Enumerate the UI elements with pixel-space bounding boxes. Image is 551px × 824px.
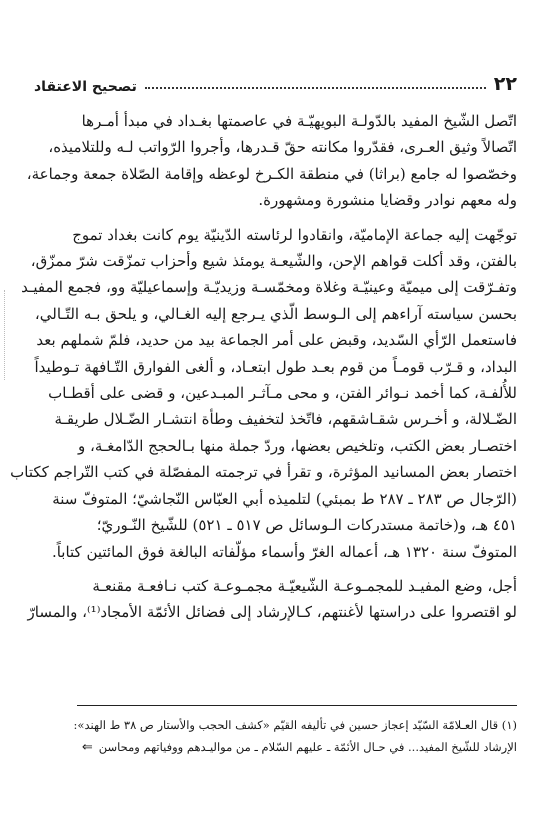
text-line: اختصـار بعض الكتب، وتلخيص بعضها، وردّ جملة منها بـالحجج الدّامغـة، و xyxy=(78,436,517,455)
page-header xyxy=(34,70,517,94)
text-line: وخصّصوا له جامع (براثا) في منطقة الكـرخ لوعظه وإقامة الصّلاة جمعة وجماعة، xyxy=(26,164,517,183)
footnote-separator xyxy=(77,705,517,706)
text-line: المتوفّ سنة ١٣٢٠ هـ، أعماله الغرّ وأسماء مؤلّفاته البالغة فوق المائتين كتاباً. xyxy=(51,542,517,561)
text-line: بالفتن، وقد أكلت قواهم الإحن، والشّيعـة يومئذ شيع وأحزاب تمزّقت شرّ ممزّق، xyxy=(30,252,517,271)
page-number: ٢٢ xyxy=(493,73,517,95)
text-line: وله معهم نوادر وقضايا منشورة ومشهورة. xyxy=(258,191,517,210)
text-line: (الرّجال ص ٢٨٣ ـ ٢٨٧ ط بمبئي) لتلميذه أبي العبّاس النّجاشيّ؛ المتوفّ سنة xyxy=(52,489,517,508)
footnotes xyxy=(34,714,517,759)
text-line: توجّهت إليه جماعة الإماميّة، وانقادوا لرئاسته الدّينيّة يوم كانت بغداد تموج xyxy=(72,225,517,244)
paragraph-1 xyxy=(26,108,517,214)
footnote-line: (١) قال العـلامّة السّيّد إعجاز حسين في تأليفه القيّم «كشف الحجب والأستار ص ٣٨ ط الهند»: xyxy=(73,718,517,732)
text-line: لو اقتصروا على دراستها لأغنتهم، كـالإرشاد إلى فضائل الأئمّة الأمجاد⁽¹⁾، والمسارّ xyxy=(27,603,517,622)
running-title: تصحيح الاعتقاد xyxy=(34,79,137,95)
text-line: فاستعمل الرّأي السّديد، وقبض على أمر الجماعة بيد من حديد، فلمّ شملهم بعد xyxy=(36,331,517,350)
footnote-line xyxy=(34,736,517,759)
header-dotted-leader xyxy=(145,87,486,89)
main-text xyxy=(10,108,517,626)
text-line: ٤٥١ هـ، و(خاتمة مستدركات الـوسائل ص ٥١٧ ـ ٥٢١) للشّيخ النّـوريّ؛ xyxy=(96,516,517,535)
text-line: للأُلفـة، كما أخمد نـوائر الفتن، و محى مـآثـر المبـدعين، و قضى على أقطـاب xyxy=(48,384,517,403)
paragraph-3 xyxy=(27,573,517,626)
footnote-text: الإرشاد للشّيخ المفيد... في حـال الأئمّة ـ عليهم السّلام ـ من مواليـدهم ووفياتهم ومحاسن xyxy=(98,740,517,754)
paragraph-2 xyxy=(10,222,517,565)
text-line: البداد، و قـرّب قومـاً من قوم بعـد طول ابتعـاد، و ألغى الفوارق التّـافهة تـوطيداً xyxy=(34,357,517,376)
text-line: اتّصل الشّيخ المفيد بالدّولـة البويهيّـة في عاصمتها بغـداد في مبدأ أمـرها xyxy=(81,112,517,130)
text-line: اتّصالاً وثيق العـرى، فقدّروا مكانته حقّ قـدرها، وأجروا الرّواتب لـه وللتلاميذه، xyxy=(48,138,517,157)
scan-edge-mark xyxy=(4,290,5,380)
text-line: وتفـرّقت إلى ميميّة وعينيّـة وغلاة ومخمّسـة وزيديّـة وإسماعيليّة وو، فجمع المفيـد xyxy=(21,278,517,297)
text-line: الضّـلالة، و أخـرس شقـاشقهم، فاتّخذ لتخفيف وطأة انتشـار الضّـلال طريقـة xyxy=(54,410,517,429)
text-line: أجل، وضع المفيـد للمجمـوعـة الشّيعيّـة مجمـوعـة كتب نـافعـة مقنعـة xyxy=(92,576,517,595)
continuation-arrow-icon: ⇐ xyxy=(81,740,93,755)
text-line: اختصار بعض المسانيد المؤثرة، و تقرأ في ترجمته المفصّلة في كتب التّراجم ككتاب xyxy=(10,463,517,482)
text-line: بحسن سياسته آراءهم إلى الـوسط الّذي يـرجع إليه الغـالي، و يلحق بـه التّـالي، xyxy=(34,304,517,323)
